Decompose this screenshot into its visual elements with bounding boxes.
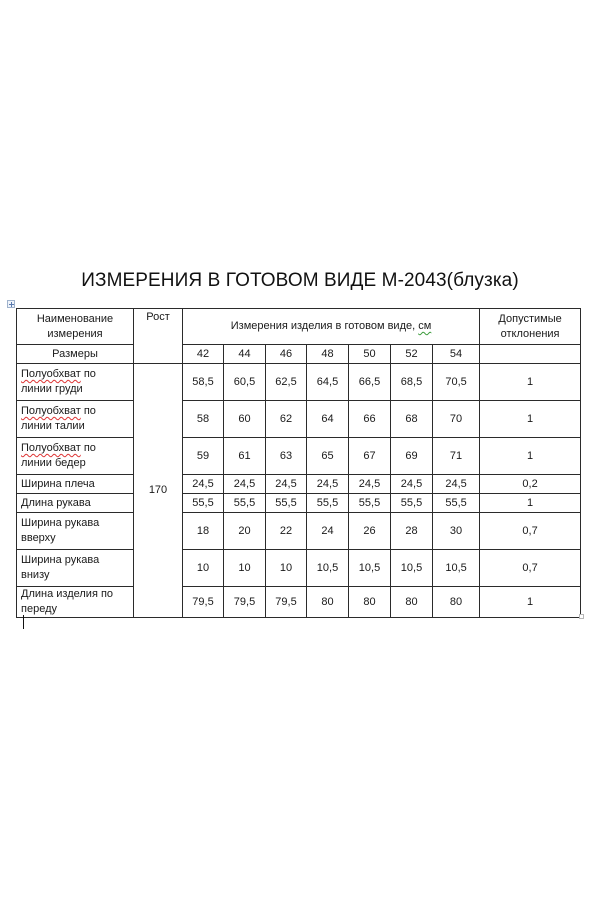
measurement-name[interactable]: [17, 438, 134, 475]
value-cell[interactable]: 10,5: [349, 550, 391, 587]
value-cell[interactable]: 61: [224, 438, 266, 475]
value-cell[interactable]: 68,5: [391, 364, 433, 401]
measurement-name-text: по линии талии: [21, 405, 96, 432]
measurement-name-marked: Полуобхват: [21, 442, 81, 454]
value-cell[interactable]: 55,5: [224, 494, 266, 513]
measurement-name-text: по линии груди: [21, 368, 96, 395]
value-cell[interactable]: 10: [224, 550, 266, 587]
value-cell[interactable]: 18: [183, 513, 224, 550]
value-cell[interactable]: 70,5: [433, 364, 480, 401]
measurements-table: [16, 308, 581, 618]
table-row: [17, 550, 581, 587]
value-cell[interactable]: 79,5: [183, 587, 224, 618]
value-cell[interactable]: 26: [349, 513, 391, 550]
value-cell[interactable]: 55,5: [183, 494, 224, 513]
text-cursor: [23, 615, 24, 629]
value-cell[interactable]: 60,5: [224, 364, 266, 401]
value-cell[interactable]: 28: [391, 513, 433, 550]
size-cell[interactable]: 54: [433, 345, 480, 364]
measurement-name[interactable]: [17, 401, 134, 438]
table-row: [17, 513, 581, 550]
value-cell[interactable]: 80: [391, 587, 433, 618]
value-cell[interactable]: 24,5: [266, 475, 307, 494]
tolerance-cell-empty[interactable]: [480, 345, 581, 364]
measurement-name[interactable]: [17, 494, 134, 513]
value-cell[interactable]: 30: [433, 513, 480, 550]
tolerance-cell[interactable]: 1: [480, 364, 581, 401]
table-row: [17, 494, 581, 513]
table-resize-handle-icon[interactable]: [579, 614, 584, 619]
value-cell[interactable]: 64,5: [307, 364, 349, 401]
table-row: [17, 364, 581, 401]
header-name[interactable]: Наименование измерения: [17, 309, 134, 345]
value-cell[interactable]: 55,5: [266, 494, 307, 513]
value-cell[interactable]: 55,5: [433, 494, 480, 513]
measurement-name-marked: Полуобхват: [21, 405, 81, 417]
table-row: [17, 587, 581, 618]
header-measurements-unit: см: [418, 320, 432, 332]
value-cell[interactable]: 10,5: [433, 550, 480, 587]
value-cell[interactable]: 68: [391, 401, 433, 438]
measurement-name[interactable]: [17, 364, 134, 401]
size-cell[interactable]: 46: [266, 345, 307, 364]
value-cell[interactable]: 55,5: [307, 494, 349, 513]
header-measurements[interactable]: [183, 309, 480, 345]
measurement-name-text: по линии бедер: [21, 442, 96, 469]
value-cell[interactable]: 58: [183, 401, 224, 438]
tolerance-cell[interactable]: 0,7: [480, 550, 581, 587]
measurement-name[interactable]: [17, 587, 134, 618]
value-cell[interactable]: 59: [183, 438, 224, 475]
tolerance-cell[interactable]: 1: [480, 401, 581, 438]
measurement-name[interactable]: [17, 475, 134, 494]
value-cell[interactable]: 24,5: [183, 475, 224, 494]
header-height[interactable]: Рост: [134, 309, 183, 364]
value-cell[interactable]: 20: [224, 513, 266, 550]
value-cell[interactable]: 71: [433, 438, 480, 475]
height-value[interactable]: 170: [134, 364, 183, 618]
measurement-name-text: Длина изделия по переду: [21, 588, 114, 615]
value-cell[interactable]: 70: [433, 401, 480, 438]
value-cell[interactable]: 79,5: [224, 587, 266, 618]
value-cell[interactable]: 80: [307, 587, 349, 618]
document-title: ИЗМЕРЕНИЯ В ГОТОВОМ ВИДЕ М-2043(блузка): [81, 270, 519, 291]
tolerance-cell[interactable]: 0,7: [480, 513, 581, 550]
tolerance-cell[interactable]: 0,2: [480, 475, 581, 494]
size-cell[interactable]: 48: [307, 345, 349, 364]
value-cell[interactable]: 24,5: [349, 475, 391, 494]
value-cell[interactable]: 69: [391, 438, 433, 475]
value-cell[interactable]: 80: [433, 587, 480, 618]
value-cell[interactable]: 63: [266, 438, 307, 475]
measurement-name-text: Ширина плеча: [21, 477, 95, 490]
sizes-row: [17, 345, 581, 364]
value-cell[interactable]: 55,5: [349, 494, 391, 513]
size-cell[interactable]: 44: [224, 345, 266, 364]
value-cell[interactable]: 24,5: [433, 475, 480, 494]
tolerance-cell[interactable]: 1: [480, 587, 581, 618]
header-tolerance[interactable]: Допустимые отклонения: [480, 309, 581, 345]
value-cell[interactable]: 60: [224, 401, 266, 438]
value-cell[interactable]: 58,5: [183, 364, 224, 401]
value-cell[interactable]: 65: [307, 438, 349, 475]
measurement-name[interactable]: [17, 550, 134, 587]
measurement-name-marked: Полуобхват: [21, 368, 81, 380]
header-row: [17, 309, 581, 345]
value-cell[interactable]: 66: [349, 401, 391, 438]
table-move-handle-icon[interactable]: [7, 300, 15, 308]
measurement-name-text: Ширина рукава вверху: [21, 517, 100, 544]
value-cell[interactable]: 64: [307, 401, 349, 438]
table-row: [17, 475, 581, 494]
size-cell[interactable]: 50: [349, 345, 391, 364]
size-cell[interactable]: 42: [183, 345, 224, 364]
sizes-label[interactable]: Размеры: [17, 345, 134, 364]
value-cell[interactable]: 62,5: [266, 364, 307, 401]
value-cell[interactable]: 22: [266, 513, 307, 550]
value-cell[interactable]: 79,5: [266, 587, 307, 618]
tolerance-cell[interactable]: 1: [480, 494, 581, 513]
header-measurements-text: Измерения изделия в готовом виде,: [230, 320, 416, 332]
value-cell[interactable]: 62: [266, 401, 307, 438]
value-cell[interactable]: 10: [183, 550, 224, 587]
value-cell[interactable]: 24: [307, 513, 349, 550]
value-cell[interactable]: 24,5: [224, 475, 266, 494]
value-cell[interactable]: 10,5: [391, 550, 433, 587]
measurement-name-text: Ширина рукава внизу: [21, 554, 100, 581]
value-cell[interactable]: 10: [266, 550, 307, 587]
value-cell[interactable]: 24,5: [391, 475, 433, 494]
size-cell[interactable]: 52: [391, 345, 433, 364]
value-cell[interactable]: 80: [349, 587, 391, 618]
value-cell[interactable]: 67: [349, 438, 391, 475]
measurement-name[interactable]: [17, 513, 134, 550]
measurement-name-text: Длина рукава: [21, 496, 91, 509]
table-row: [17, 401, 581, 438]
value-cell[interactable]: 10,5: [307, 550, 349, 587]
value-cell[interactable]: 24,5: [307, 475, 349, 494]
value-cell[interactable]: 66,5: [349, 364, 391, 401]
tolerance-cell[interactable]: 1: [480, 438, 581, 475]
table-row: [17, 438, 581, 475]
value-cell[interactable]: 55,5: [391, 494, 433, 513]
